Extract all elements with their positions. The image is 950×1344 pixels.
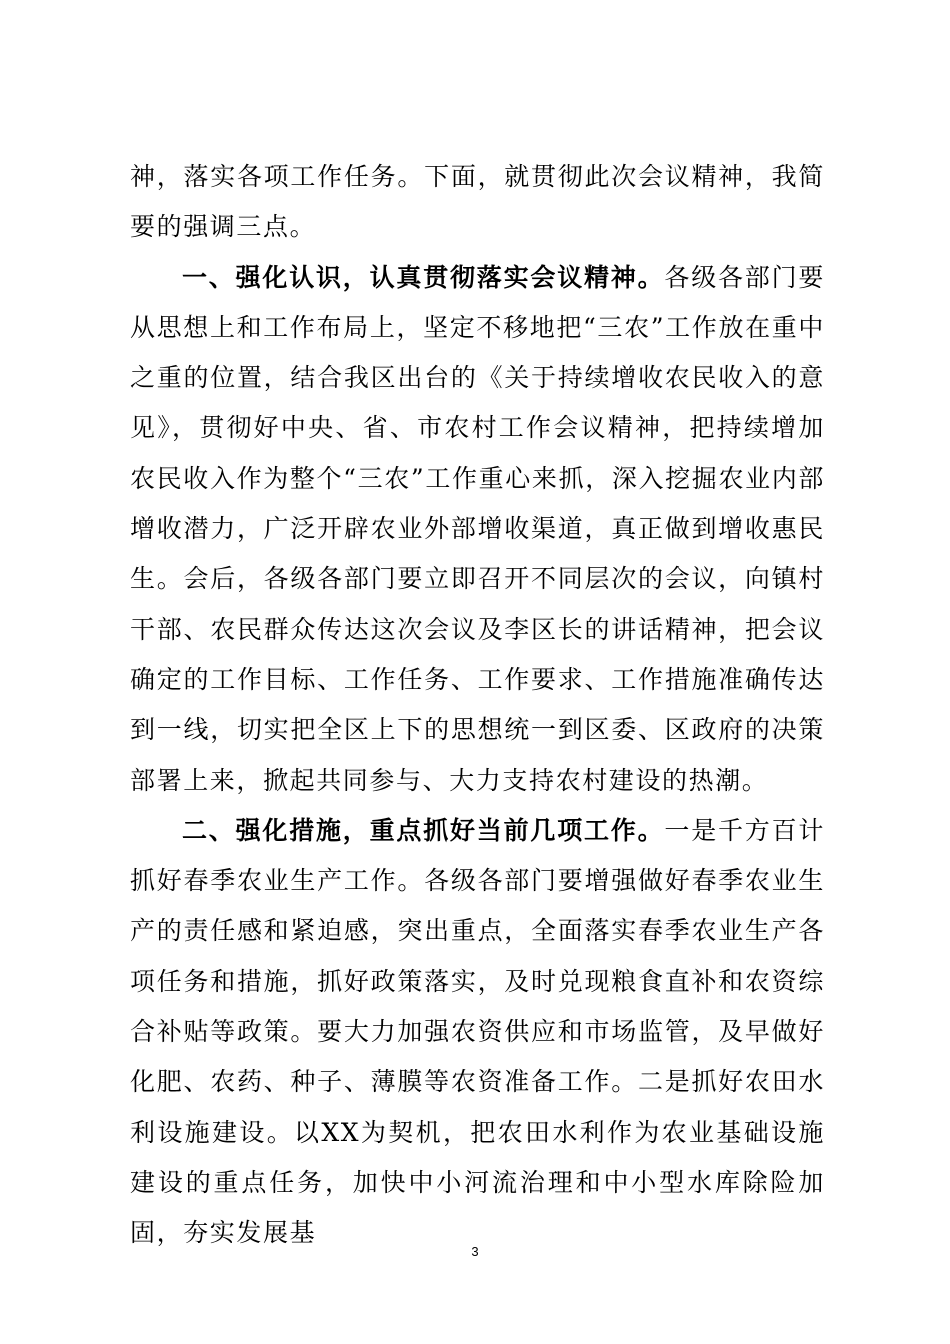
paragraph-text: 各级各部门要从思想上和工作布局上，坚定不移地把“三农”工作放在重中之重的位置，结合我区出台的《关于持续增收农民收入的意见》，贯彻好中央、省、市农村工作会议精神，把持续增加农民收入作为整个“三农”工作重心来抓，深入挖掘农业内部增收潜力，广泛开辟农业外部增收渠道，真正做到增收惠民生。会后，各级各部门要立即召开不同层次的会议，向镇村干部、农民群众传达这次会议及李区长的讲话精神，把会议确定的工作目标、工作任务、工作要求、工作措施准确传达到一线，切实把全区上下的思想统一到区委、区政府的决策部署上来，掀起共同参与、大力支持农村建设的热潮。 [130,262,825,795]
section-heading-one: 一、强化认识，认真贯彻落实会议精神。 [182,262,665,292]
page-number: 3 [471,1244,479,1259]
paragraph-section-one [130,253,825,806]
document-body [130,152,825,1259]
paragraph-text: 一是千方百计抓好春季农业生产工作。各级各部门要增强做好春季农业生产的责任感和紧迫感，突出重点，全面落实春季农业生产各项任务和措施，抓好政策落实，及时兑现粮食直补和农资综合补贴等政策。要大力加强农资供应和市场监管，及早做好化肥、农药、种子、薄膜等农资准备工作。二是抓好农田水利设施建设。以XX为契机，把农田水利作为农业基础设施建设的重点任务，加快中小河流治理和中小型水库除险加固，夯实发展基 [130,815,825,1248]
section-heading-two: 二、强化措施，重点抓好当前几项工作。 [182,815,665,845]
paragraph-continued [130,152,825,253]
paragraph-section-two [130,806,825,1259]
paragraph-text: 神，落实各项工作任务。下面，就贯彻此次会议精神，我简要的强调三点。 [130,162,825,242]
